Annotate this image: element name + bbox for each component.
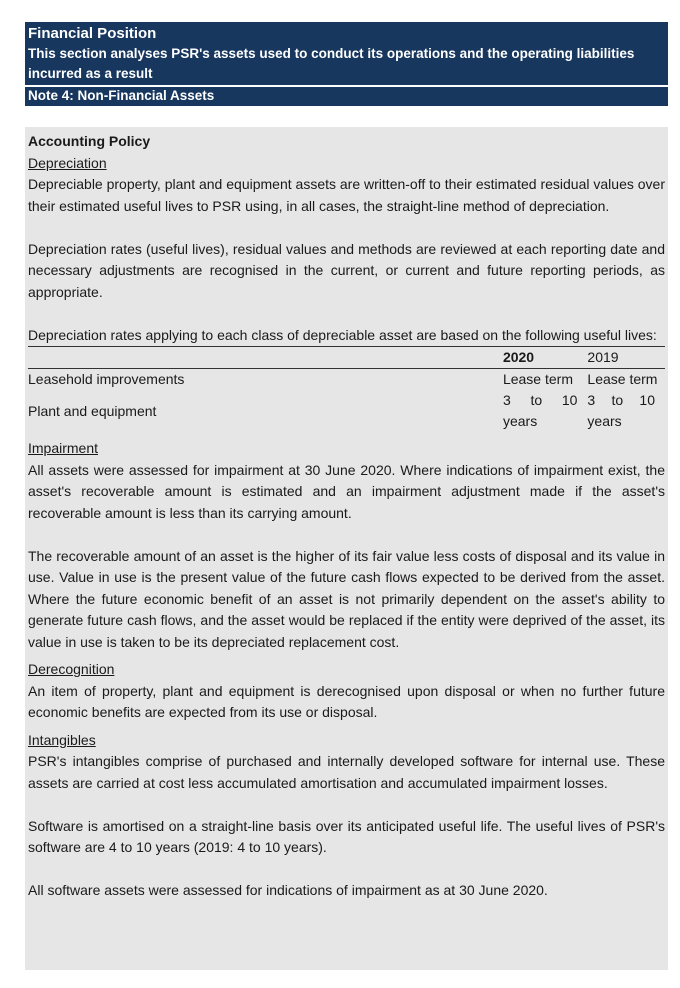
derecognition-paragraph: An item of property, plant and equipment is derecognised upon disposal or when no further future economic benefits are expected from its use or disposal. <box>28 682 665 720</box>
table-header-empty <box>28 347 503 369</box>
table-row <box>28 390 665 432</box>
table-header-2020: 2020 <box>502 349 535 365</box>
section-subtitle: This section analyses PSR's assets used to conduct its operations and the operating liabilities incurred as a result <box>28 46 635 81</box>
row-label: Plant and equipment <box>28 402 157 419</box>
impairment-paragraph-1: All assets were assessed for impairment at 30 June 2020. Where indications of impairment exist, the asset's recoverable amount is estimated and an impairment adjustment made if the asset's recoverable amount is less than its carrying amount. <box>28 461 665 521</box>
depreciation-paragraph-3: Depreciation rates applying to each class of depreciable asset are based on the following useful lives: <box>28 326 657 343</box>
section-header <box>25 22 668 106</box>
row-value-2019: 3 to 10 years <box>587 392 655 429</box>
impairment-paragraph-2: The recoverable amount of an asset is the higher of its fair value less costs of disposal and its value in use. Value in use is the present value of the future cash flows expected to be derived from the asset. Where the future economic benefit of an asset is not primarily dependent on the asset's ability to generate future cash flows, and the asset would be replaced if the entity were deprived of the asset, its value in use is taken to be its depreciated replacement cost. <box>28 547 665 650</box>
accounting-policy-box <box>25 127 668 970</box>
table-header-row <box>28 347 665 369</box>
section-title: Financial Position <box>28 25 157 42</box>
depreciation-paragraph-1: Depreciable property, plant and equipment assets are written-off to their estimated residual values over their estimated useful lives to PSR using, in all cases, the straight-line method of depreciation. <box>28 176 665 214</box>
row-label: Leasehold improvements <box>28 371 185 387</box>
row-value-2020: Lease term <box>502 371 573 387</box>
derecognition-heading: Derecognition <box>28 661 115 677</box>
depreciation-paragraph-2: Depreciation rates (useful lives), residual values and methods are reviewed at each reporting date and necessary adjustments are recognised in the current, or current and future reporting periods, as appropriate. <box>28 240 665 300</box>
impairment-heading: Impairment <box>28 440 99 456</box>
intangibles-paragraph-3: All software assets were assessed for indications of impairment as at 30 June 2020. <box>28 882 548 898</box>
useful-lives-table <box>28 346 665 432</box>
table-row <box>28 369 665 391</box>
intangibles-paragraph-1: PSR's intangibles comprise of purchased and internally developed software for internal use. These assets are carried at cost less accumulated amortisation and accumulated impairment losses. <box>28 753 665 791</box>
row-value-2020: 3 to 10 years <box>502 392 578 429</box>
depreciation-heading: Depreciation <box>28 154 107 171</box>
intangibles-heading: Intangibles <box>28 731 96 748</box>
note-title: Note 4: Non-Financial Assets <box>25 85 668 106</box>
intangibles-paragraph-2: Software is amortised on a straight-line basis over its anticipated useful life. The useful lives of PSR's software are 4 to 10 years (2019: 4 to 10 years). <box>28 817 665 855</box>
table-header-2019: 2019 <box>587 349 619 365</box>
accounting-policy-heading: Accounting Policy <box>28 133 151 149</box>
row-value-2019: Lease term <box>587 371 658 387</box>
